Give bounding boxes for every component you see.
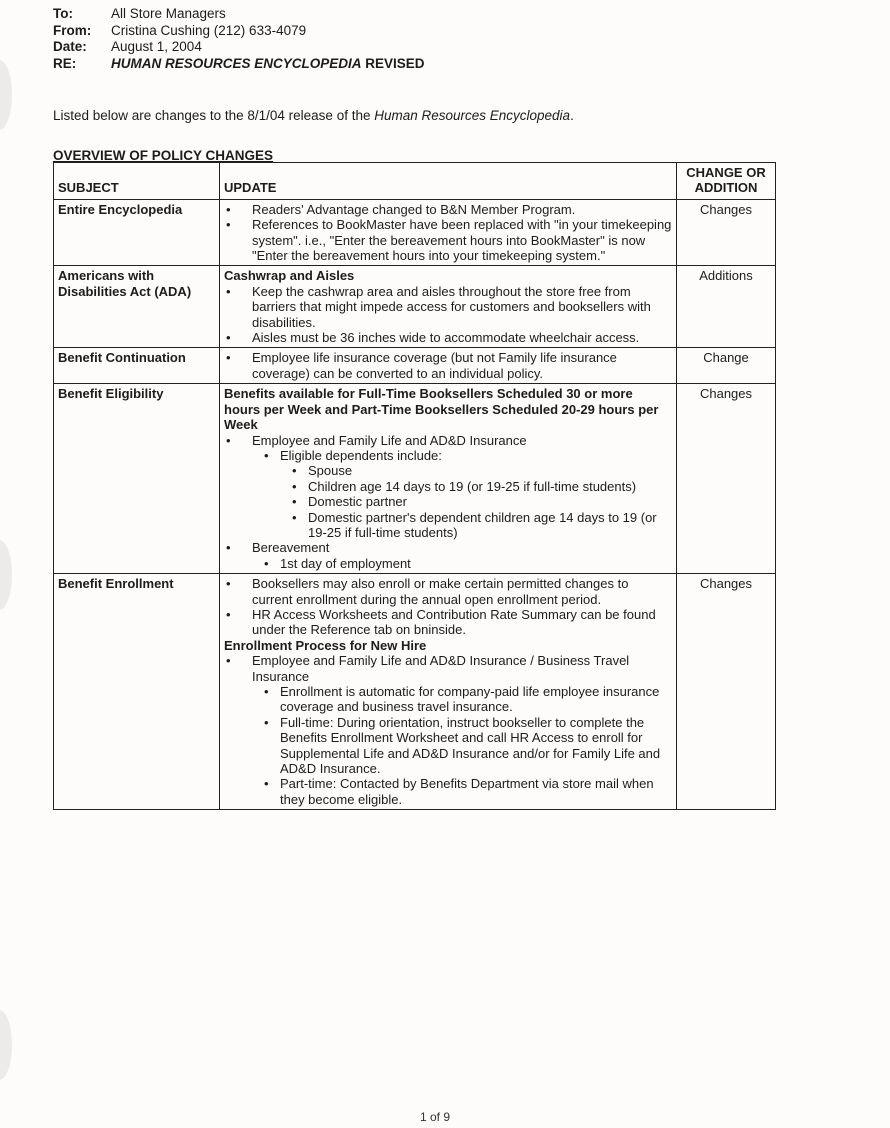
row-update — [220, 384, 677, 574]
punch-hole — [0, 60, 12, 130]
row-change: Changes — [677, 574, 776, 810]
list-item: • Enrollment is automatic for company-paid life employee insurance coverage and business travel insurance. — [252, 684, 672, 715]
row-change: Changes — [677, 384, 776, 574]
list-item: • Part-time: Contacted by Benefits Department via store mail when they become eligible. — [252, 776, 672, 807]
punch-hole — [0, 1010, 12, 1080]
re-value: HUMAN RESOURCES ENCYCLOPEDIA REVISED — [111, 55, 425, 71]
from-value: Cristina Cushing (212) 633-4079 — [111, 22, 307, 38]
page-number: 1 of 9 — [420, 1110, 451, 1124]
list-item: • Booksellers may also enroll or make certain permitted changes to current enrollment during the annual open enrollment period. — [224, 576, 672, 607]
date-label: Date: — [53, 39, 87, 54]
list-item: • HR Access Worksheets and Contribution Rate Summary can be found under the Reference tab on bninside. — [224, 607, 672, 638]
list-item: • Children age 14 days to 19 (or 19-25 if full-time students) — [280, 479, 672, 494]
row-change: Additions — [677, 266, 776, 348]
list-item: • Employee and Family Life and AD&D Insurance • Eligible dependents include: • Spouse • Children age 14 days to 19 (or 19-25 if full-time students) • Domestic partner • Domestic partner's dependent children age 14 days to 19 (or 19-25 if full-time students) — [224, 433, 672, 541]
section-heading: Enrollment Process for New Hire — [224, 637, 427, 653]
row-update — [220, 574, 677, 810]
table-row — [54, 574, 776, 810]
row-subject: Benefit Continuation — [54, 348, 220, 384]
update-header: UPDATE — [220, 163, 677, 200]
row-subject: Benefit Eligibility — [54, 384, 220, 574]
to-label: To: — [53, 6, 73, 21]
date-value: August 1, 2004 — [111, 39, 202, 54]
list-item: • Bereavement • 1st day of employment — [224, 540, 672, 571]
list-item: • References to BookMaster have been replaced with "in your timekeeping system". i.e., "Enter the bereavement hours into BookMaster" is now "Enter the bereavement hours into your timekeeping system." — [224, 217, 672, 263]
subject-header: SUBJECT — [54, 163, 220, 200]
list-item: • Employee life insurance coverage (but not Family life insurance coverage) can be converted to an individual policy. — [224, 350, 672, 381]
list-item: • Readers' Advantage changed to B&N Member Program. — [224, 202, 672, 217]
re-label: RE: — [53, 55, 77, 71]
list-item: • Spouse — [280, 463, 672, 478]
row-subject: Entire Encyclopedia — [54, 199, 220, 266]
memo-header — [53, 6, 425, 72]
list-item: • Employee and Family Life and AD&D Insurance / Business Travel Insurance • Enrollment is automatic for company-paid life employee insurance coverage and business travel insurance. • Full-time: During orientation, instruct bookseller to complete the Benefits Enrollment Worksheet and call HR Access to enroll for Supplemental Life and AD&D Insurance and/or for Family Life and AD&D Insurance. • Part-time: Contacted by Benefits Department via store mail when they become eligible. — [224, 653, 672, 807]
table-row — [54, 199, 776, 266]
row-subject: Benefit Enrollment — [54, 574, 220, 810]
table-row — [54, 348, 776, 384]
list-item: • Full-time: During orientation, instruct bookseller to complete the Benefits Enrollment Worksheet and call HR Access to enroll for Supplemental Life and AD&D Insurance and/or for Family Life and AD&D Insurance. — [252, 715, 672, 777]
row-update — [220, 266, 677, 348]
row-change: Changes — [677, 199, 776, 266]
list-item: • Domestic partner — [280, 494, 672, 509]
punch-hole — [0, 540, 12, 610]
list-item: • Keep the cashwrap area and aisles throughout the store free from barriers that might impede access for customers and booksellers with disabilities. — [224, 284, 672, 330]
list-item: • Domestic partner's dependent children age 14 days to 19 (or 19-25 if full-time students) — [280, 510, 672, 541]
table-row — [54, 266, 776, 348]
row-subject: Americans with Disabilities Act (ADA) — [54, 266, 220, 348]
list-item: • Eligible dependents include: • Spouse • Children age 14 days to 19 (or 19-25 if full-time students) • Domestic partner • Domestic partner's dependent children age 14 days to 19 (or 19-25 if full-time students) — [252, 448, 672, 540]
from-label: From: — [53, 22, 92, 38]
table-row — [54, 384, 776, 574]
row-update — [220, 199, 677, 266]
section-heading: Cashwrap and Aisles — [224, 268, 355, 284]
table-header-row — [54, 163, 776, 200]
to-value: All Store Managers — [111, 6, 226, 21]
intro-text: Listed below are changes to the 8/1/04 release of the Human Resources Encyclopedia. — [53, 108, 574, 123]
change-header: CHANGE OR ADDITION — [677, 163, 776, 200]
row-update — [220, 348, 677, 384]
row-change: Change — [677, 348, 776, 384]
section-heading: Benefits available for Full-Time Booksellers Scheduled 30 or more hours per Week and Part-Time Booksellers Scheduled 20-29 hours per Week — [224, 386, 659, 433]
list-item: • 1st day of employment — [252, 556, 672, 571]
overview-title: OVERVIEW OF POLICY CHANGES — [53, 148, 274, 163]
policy-changes-table — [53, 162, 776, 810]
list-item: • Aisles must be 36 inches wide to accommodate wheelchair access. — [224, 330, 672, 345]
